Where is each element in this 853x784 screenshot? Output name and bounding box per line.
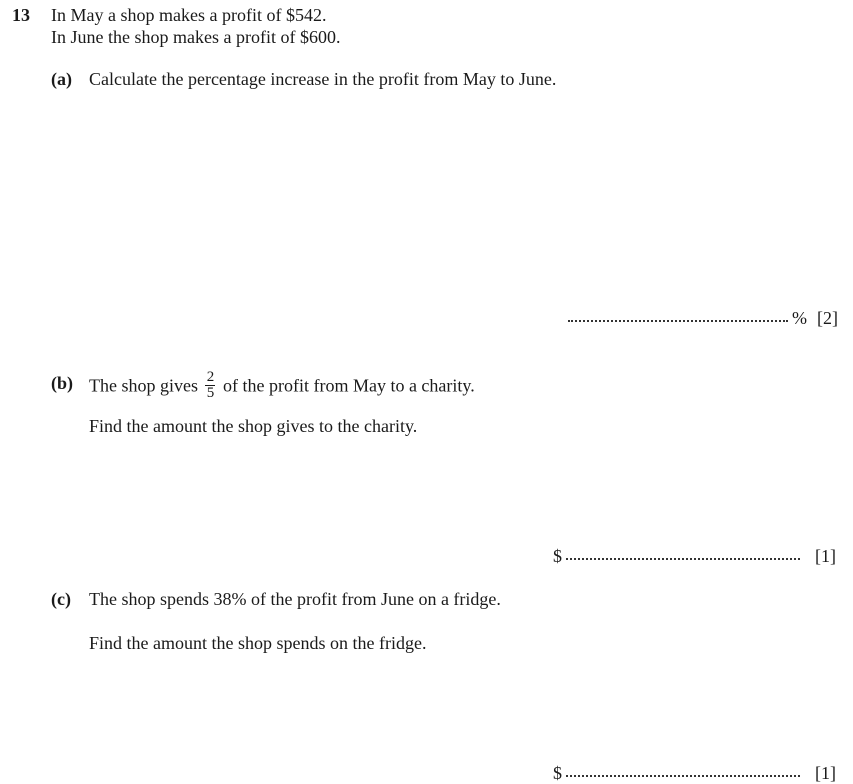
fraction-denominator: 5 — [206, 385, 215, 401]
part-c-answer-prefix: $ — [553, 763, 562, 783]
part-c-text: The shop spends 38% of the profit from June on a fridge. — [89, 589, 501, 609]
part-a-text: Calculate the percentage increase in the profit from May to June. — [89, 69, 557, 89]
part-b-answer-dots[interactable] — [566, 558, 800, 560]
question-stem-line-2: In June the shop makes a profit of $600. — [51, 27, 341, 47]
question-stem-line-1: In May a shop makes a profit of $542. — [51, 5, 327, 25]
fraction-numerator: 2 — [206, 369, 215, 385]
part-a-label: (a) — [51, 69, 72, 89]
part-a-marks: [2] — [817, 308, 838, 328]
part-b-marks: [1] — [815, 546, 836, 566]
part-b-text-before: The shop gives — [89, 375, 198, 396]
question-number: 13 — [12, 5, 30, 25]
part-c-answer-line — [553, 762, 836, 784]
part-b-text-after: of the profit from May to a charity. — [222, 375, 475, 396]
part-c-instruction: Find the amount the shop spends on the fridge. — [89, 633, 427, 653]
part-b-fraction — [205, 370, 215, 401]
part-b-answer-prefix: $ — [553, 546, 562, 566]
part-a-answer-dots[interactable] — [568, 320, 788, 322]
part-b-answer-line — [553, 545, 836, 567]
part-a-answer-line — [568, 307, 838, 329]
part-c-answer-dots[interactable] — [566, 775, 800, 777]
part-b-instruction: Find the amount the shop gives to the charity. — [89, 416, 418, 436]
part-b-text — [89, 369, 475, 403]
part-c-label: (c) — [51, 589, 71, 609]
part-b-label: (b) — [51, 373, 73, 393]
part-a-answer-unit: % — [792, 308, 807, 328]
part-c-marks: [1] — [815, 763, 836, 783]
